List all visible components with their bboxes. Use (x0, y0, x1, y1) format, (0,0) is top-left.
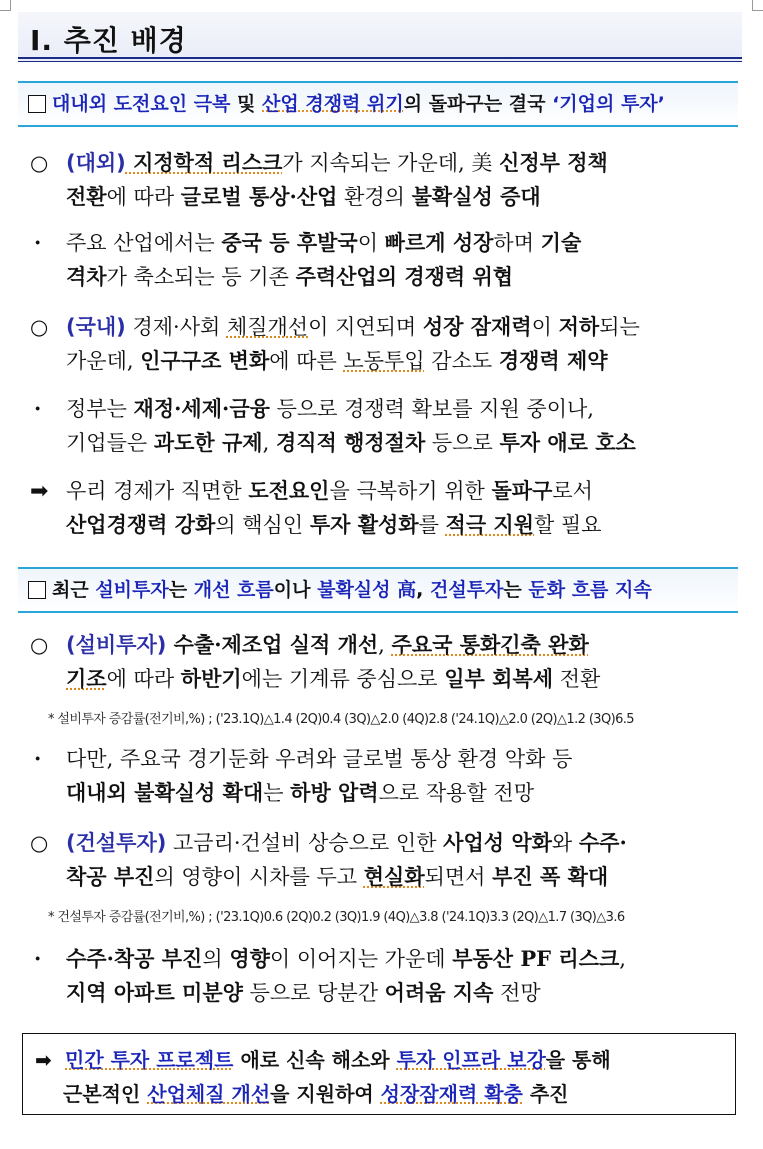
text: 근본적인 (63, 1082, 148, 1106)
text: 돌파구 (491, 478, 553, 503)
text: 성장잠재력 확충 (380, 1082, 523, 1106)
text: 애로 신속 해소와 (233, 1048, 397, 1072)
summary-text: 둔화 흐름 지속 (528, 579, 652, 601)
text: 어려움 지속 (384, 980, 494, 1005)
summary-text: 설비투자 (95, 579, 169, 601)
sub-bullet-paragraph (30, 942, 742, 1010)
text: 신정부 정책 (499, 150, 608, 175)
footnote-equipment-investment: * 설비투자 증감률(전기비,%) ; ('23.1Q)△1.4 (2Q)0.4 (3Q)△2.0 (4Q)2.8 ('24.1Q)△2.0 (2Q)△1.2 (3Q)6.5 (48, 712, 634, 727)
text: 을 지원하여 (270, 1082, 381, 1106)
text: 가 축소되는 등 기존 (106, 265, 296, 289)
summary-text: 의 돌파구는 결국 (403, 93, 553, 115)
text: 중국 등 후발국 (221, 230, 358, 255)
text: 되면서 (424, 865, 493, 889)
bullet-dot: · (34, 230, 42, 255)
text: 가 지속되는 가운데, 美 (282, 151, 500, 175)
text: 하반기 (180, 666, 242, 691)
text: 이 지연되며 (308, 315, 423, 339)
text: 글로벌 통상·산업 (180, 184, 338, 209)
text: 영향 (229, 946, 270, 971)
text: 이 (531, 315, 559, 339)
text: 산업체질 개선 (147, 1082, 271, 1106)
section-summary-2 (18, 567, 738, 613)
summary-text: 는 (168, 579, 194, 601)
text: , (619, 947, 626, 971)
paragraph-tag: (건설투자) (66, 831, 167, 855)
text: 전망 (493, 981, 541, 1005)
footnote-construction-investment: * 건설투자 증감률(전기비,%) ; ('23.1Q)0.6 (2Q)0.2 (3Q)1.9 (4Q)△3.8 ('24.1Q)3.3 (2Q)△1.7 (3Q)△3.6 (48, 910, 625, 925)
text: 전환 (66, 184, 107, 209)
text: 불확실성 증대 (411, 184, 541, 209)
page-corner-mark (752, 0, 763, 11)
text: 이 이어지는 가운데 (269, 947, 453, 971)
text: 전환 (553, 667, 601, 691)
header-rule (18, 57, 742, 59)
text: 하방 압력 (290, 780, 379, 805)
text: 투자 인프라 보강 (396, 1048, 546, 1072)
text: 산업경쟁력 강화 (66, 512, 216, 537)
summary-text: 대내외 도전요인 극복 (52, 93, 231, 115)
text: 고금리·건설비 상승으로 인한 (166, 831, 444, 855)
summary-text: 이나 (273, 579, 318, 601)
bullet-dot: · (34, 746, 42, 771)
text: 저하 (558, 314, 600, 339)
right-arrow-icon: ➡ (35, 1048, 52, 1072)
text: 감소도 (424, 349, 499, 373)
text: 노동투입 (343, 349, 425, 373)
summary-text: 최근 (52, 579, 96, 601)
bullet-dot: · (34, 946, 42, 971)
text: 의 영향이 시차를 두고 (154, 865, 364, 889)
text: 이 (357, 231, 385, 255)
text: 기업들은 (66, 431, 154, 455)
text: 부진 폭 확대 (492, 864, 609, 889)
summary-text: 개선 흐름 (193, 579, 274, 601)
sub-bullet-paragraph (30, 742, 742, 810)
text: 지정학적 리스크 (125, 150, 283, 175)
checkbox-square-icon (28, 95, 46, 113)
text: 부동산 PF 리스크 (452, 946, 620, 971)
bullet-circle: ○ (30, 151, 49, 175)
text: 주력산업의 경쟁력 위협 (295, 264, 514, 289)
text: 우리 경제가 직면한 (66, 479, 249, 503)
text: 기술 (540, 230, 582, 255)
bullet-dot: · (34, 396, 42, 421)
text: 등으로 (425, 431, 500, 455)
summary-text: 건설투자 (429, 579, 504, 601)
text: 을 극복하기 위한 (329, 479, 492, 503)
text: 기조 (66, 666, 107, 691)
text: 인구구조 변화 (140, 348, 270, 373)
text: , (378, 633, 392, 657)
text: 는 (263, 781, 291, 805)
bullet-paragraph (30, 146, 742, 214)
conclusion-paragraph (30, 474, 742, 542)
text: 으로 작용할 전망 (378, 781, 534, 805)
sub-bullet-paragraph (30, 226, 742, 294)
conclusion-line-1 (35, 1044, 611, 1073)
text: 에 따라 (106, 185, 181, 209)
text: 에 따라 (106, 667, 181, 691)
text: 다만, 주요국 경기둔화 우려와 글로벌 통상 환경 악화 등 (66, 747, 573, 771)
text: 로서 (552, 479, 593, 503)
page-corner-mark (0, 0, 11, 11)
bullet-circle: ○ (30, 315, 49, 339)
text: 경쟁력 제약 (498, 348, 608, 373)
text: 수주· (578, 830, 627, 855)
text: 성장 잠재력 (422, 314, 532, 339)
text: 를 (418, 513, 446, 537)
page-title: Ⅰ. 추진 배경 (30, 24, 187, 57)
text: 경직적 행정절차 (275, 430, 426, 455)
summary-text: 및 (230, 93, 263, 115)
text: 추진 (522, 1082, 569, 1106)
text: 환경의 (337, 185, 412, 209)
text: 격차 (66, 264, 107, 289)
bullet-paragraph (30, 628, 742, 696)
text: 의 (202, 947, 230, 971)
text: 수주·착공 부진 (66, 946, 203, 971)
text: 와 (551, 831, 579, 855)
bullet-circle: ○ (30, 831, 49, 855)
text: 등으로 경쟁력 확보를 지원 중이나, (269, 397, 594, 421)
text: 현실화 (363, 864, 425, 889)
text: 투자 활성화 (309, 512, 419, 537)
text: 일부 회복세 (444, 666, 554, 691)
text: 체질개선 (226, 315, 309, 339)
text: 착공 부진 (66, 864, 155, 889)
header-rule (18, 61, 742, 62)
summary-text: ‘기업의 투자’ (552, 93, 665, 115)
summary-text: 불확실성 高 (317, 579, 417, 601)
text: 을 통해 (545, 1048, 611, 1072)
text: 할 필요 (534, 513, 602, 537)
sub-bullet-paragraph (30, 392, 742, 460)
text: 가운데, (66, 349, 141, 373)
text: 대내외 불확실성 확대 (66, 780, 264, 805)
text: 등으로 당분간 (242, 981, 385, 1005)
text: 에는 기계류 중심으로 (241, 667, 445, 691)
text: 정부는 (66, 397, 134, 421)
summary-text: 는 (503, 579, 529, 601)
section-header (18, 12, 742, 62)
text: 에 따른 (269, 349, 344, 373)
text: 경제·사회 (125, 315, 227, 339)
checkbox-square-icon (28, 581, 46, 599)
text: 재정·세제·금융 (133, 396, 270, 421)
text: 의 핵심인 (215, 513, 310, 537)
text: 빠르게 성장 (384, 230, 494, 255)
conclusion-box (22, 1033, 736, 1115)
text: 민간 투자 프로젝트 (65, 1048, 234, 1072)
summary-text: , (416, 579, 430, 601)
text: 적극 지원 (445, 512, 534, 537)
text: 지역 아파트 미분양 (66, 980, 243, 1005)
text: 투자 애로 호소 (499, 430, 636, 455)
bullet-paragraph (30, 310, 742, 378)
paragraph-tag: (국내) (66, 315, 126, 339)
text: 수출·제조업 실적 개선 (166, 632, 379, 657)
text: 하며 (493, 231, 541, 255)
paragraph-tag: (대외) (66, 151, 126, 175)
text: 사업성 악화 (443, 830, 552, 855)
bullet-circle: ○ (30, 633, 49, 657)
text: 과도한 규제 (153, 430, 263, 455)
paragraph-tag: (설비투자) (66, 633, 167, 657)
text: 되는 (599, 315, 640, 339)
bullet-paragraph (30, 826, 742, 894)
section-summary-1 (18, 81, 738, 127)
text: , (262, 431, 276, 455)
text: 주요 산업에서는 (66, 231, 222, 255)
right-arrow-icon: ➡ (30, 479, 49, 504)
summary-text: 산업 경쟁력 위기 (262, 93, 404, 115)
text: 주요국 통화긴축 완화 (391, 632, 589, 657)
conclusion-line-2 (63, 1078, 568, 1107)
text: 도전요인 (248, 478, 330, 503)
